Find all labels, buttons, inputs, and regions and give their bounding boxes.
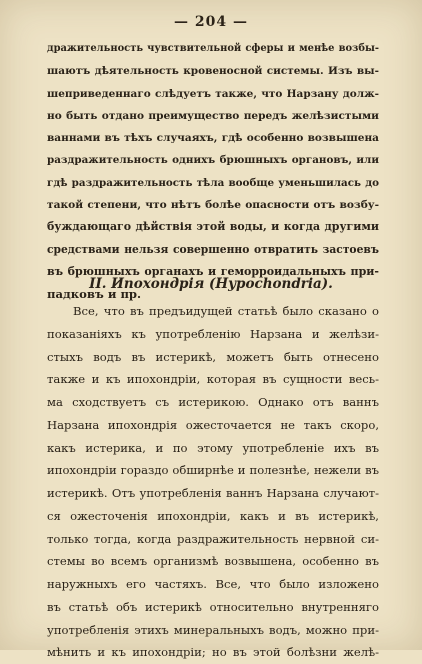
- text-line: наружныхъ его частяхъ. Все, что было изложено: [47, 577, 379, 591]
- text-line: средствами нельзя совершенно отвратить застоевъ: [47, 242, 379, 256]
- text-line: ма сходствуетъ съ истерикою. Однако отъ ваннъ: [47, 395, 379, 409]
- text-line: показаніяхъ къ употребленію Нарзана и желѣзи-: [47, 326, 379, 341]
- section-heading: II. Ипохондрія (Hypochondria).: [89, 276, 333, 292]
- text-line: стыхъ водъ въ истерикѣ, можетъ быть отнесено: [47, 349, 379, 364]
- text-line: раздражительность однихъ брюшныхъ органовъ, или: [47, 154, 379, 167]
- text-line: Все, что въ предъидущей статьѣ было сказано о: [73, 304, 379, 318]
- text-line: также и къ ипохондріи, которая въ сущности весь-: [47, 372, 379, 387]
- text-line: но быть отдано преимущество передъ желѣзистыми: [47, 109, 379, 122]
- page-number: — 204 —: [174, 14, 248, 30]
- text-line: стемы во всемъ организмѣ возвышена, особенно въ: [47, 554, 379, 569]
- text-line: только тогда, когда раздражительность нервной си-: [47, 531, 379, 546]
- text-line: шеприведеннаго слѣдуетъ также, что Нарзану долж-: [47, 87, 379, 100]
- text-line: дражительность чувствительной сферы и менѣе возбы-: [47, 43, 379, 54]
- text-line: ипохондріи гораздо обширнѣе и полезнѣе, нежели въ: [47, 463, 379, 478]
- text-line: гдѣ раздражительность тѣла вообще уменьшилась до: [47, 176, 379, 189]
- text-line: такой степени, что нѣтъ болѣе опасности отъ возбу-: [47, 198, 379, 212]
- text-line: ся ожесточенія ипохондріи, какъ и въ истерикѣ,: [47, 508, 379, 523]
- text-line: истерикѣ. Отъ употребленія ваннъ Нарзана случают-: [47, 486, 379, 500]
- text-line: мѣнить и къ ипохондріи; но въ этой болѣзни желѣ-: [47, 645, 379, 660]
- text-line: употребленія этихъ минеральныхъ водъ, можно при-: [47, 622, 379, 637]
- text-line: въ статьѣ объ истерикѣ относительно внутренняго: [47, 599, 379, 614]
- text-line: въ брюшныхъ органахъ и геморроидальныхъ при-: [47, 264, 379, 278]
- paragraph-1: [47, 38, 379, 306]
- text-line: какъ истерика, и по этому употребленіе ихъ въ: [47, 440, 379, 455]
- text-line: падковъ и пр.: [47, 287, 142, 302]
- text-line: ваннами въ тѣхъ случаяхъ, гдѣ особенно возвышена: [47, 132, 379, 145]
- text-line: Нарзана ипохондрія ожесточается не такъ скоро,: [47, 417, 379, 432]
- paragraph-2: [47, 300, 379, 664]
- text-line: буждающаго дѣйствія этой воды, и когда другими: [47, 220, 379, 234]
- text-line: шаютъ дѣятельность кровеносной системы. Изъ вы-: [47, 65, 379, 78]
